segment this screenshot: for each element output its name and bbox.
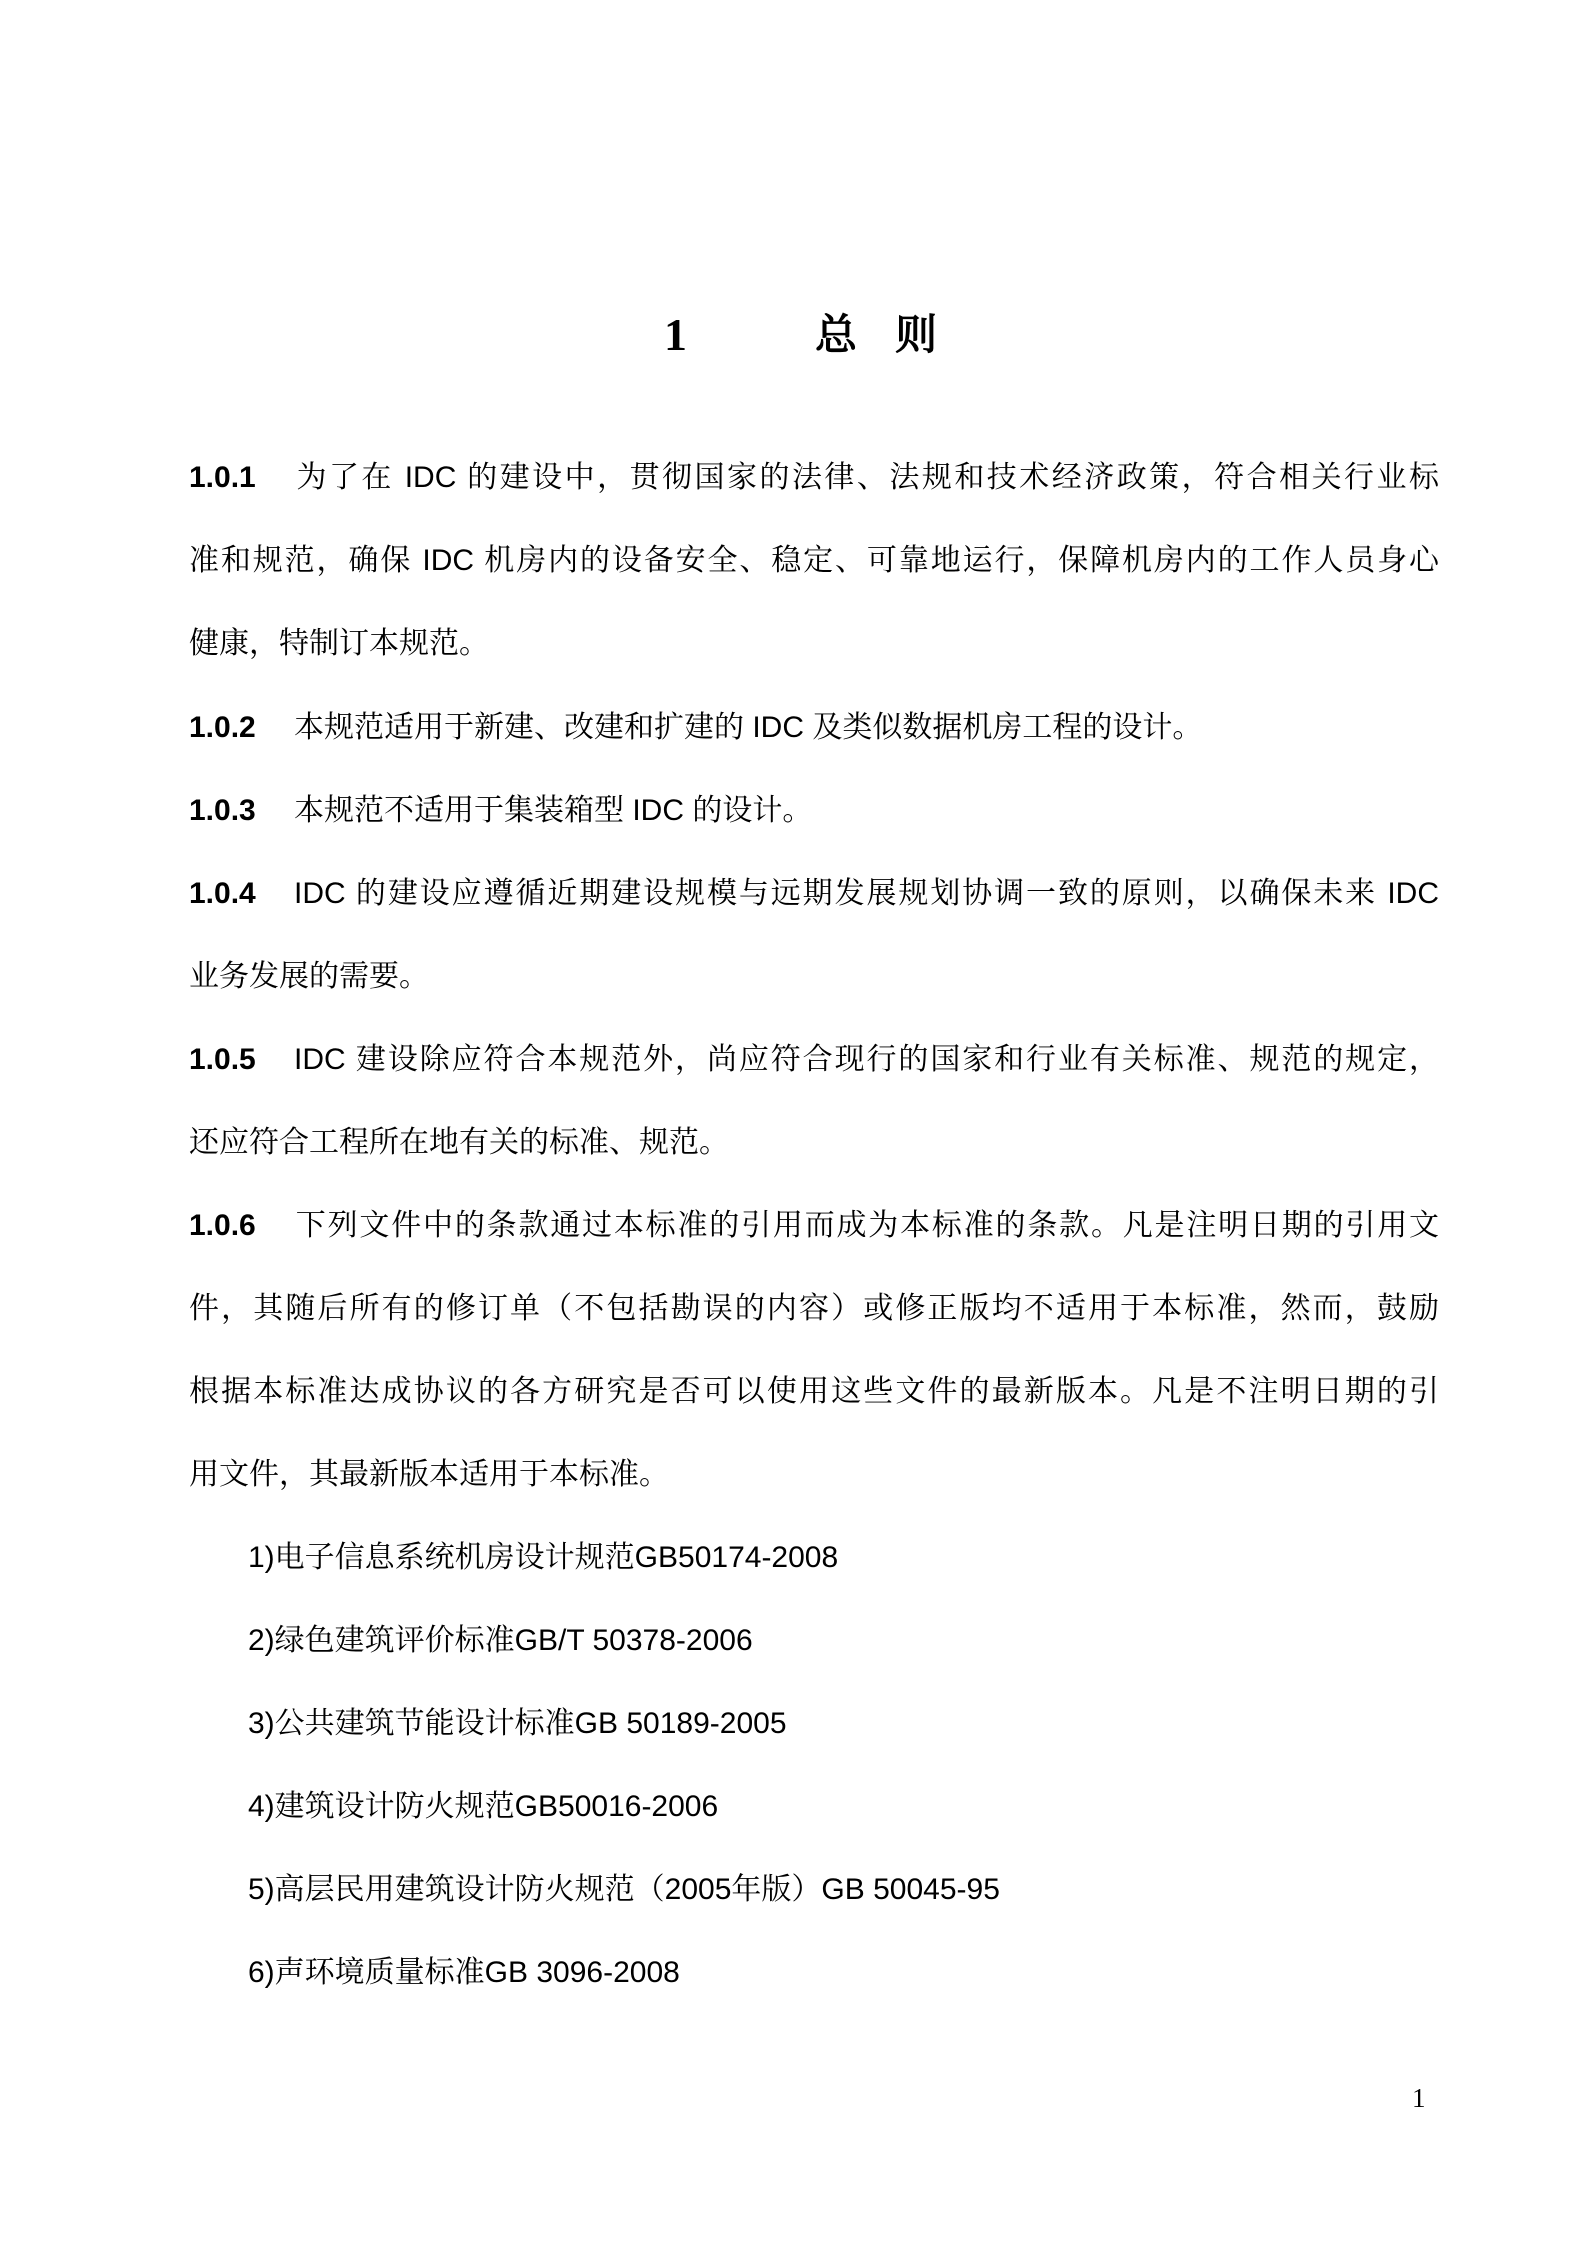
clause-text: IDC 建设除应符合本规范外，尚应符合现行的国家和行业有关标准、规范的规定， <box>294 1043 1439 1076</box>
clause-line <box>189 1018 1439 1102</box>
clause-text: 为了在 IDC 的建设中，贯彻国家的法律、法规和技术经济政策，符合相关行业标 <box>294 461 1439 494</box>
clause-text: IDC 的建设应遵循近期建设规模与远期发展规划协调一致的原则，以确保未来 IDC <box>294 877 1439 910</box>
clause-line <box>189 1101 729 1185</box>
clause-text: 根据本标准达成协议的各方研究是否可以使用这些文件的最新版本。凡是不注明日期的引 <box>189 1375 1439 1408</box>
clause-line <box>189 1433 669 1517</box>
clause-text: 下列文件中的条款通过本标准的引用而成为本标准的条款。凡是注明日期的引用文 <box>294 1209 1439 1242</box>
reference-item: 4)建筑设计防火规范GB50016-2006 <box>248 1790 719 1823</box>
reference-item: 6)声环境质量标准GB 3096-2008 <box>248 1956 680 1989</box>
reference-item: 5)高层民用建筑设计防火规范（2005年版）GB 50045-95 <box>248 1873 1000 1906</box>
chapter-title: 总则 <box>815 310 976 359</box>
page-number: 1 <box>1412 2083 1426 2113</box>
clause-text: 还应符合工程所在地有关的标准、规范。 <box>189 1126 729 1159</box>
clause-text: 业务发展的需要。 <box>189 960 429 993</box>
clause-text: 健康，特制订本规范。 <box>189 627 489 660</box>
clause-number: 1.0.5 <box>189 1043 256 1076</box>
reference-item: 3)公共建筑节能设计标准GB 50189-2005 <box>248 1707 787 1740</box>
clause-line <box>189 519 1439 603</box>
clause-number: 1.0.1 <box>189 461 256 494</box>
chapter-heading <box>0 300 1586 370</box>
clause-line <box>189 769 812 853</box>
clause-line <box>189 1184 1439 1268</box>
clause-text: 件，其随后所有的修订单（不包括勘误的内容）或修正版均不适用于本标准，然而，鼓励 <box>189 1292 1439 1325</box>
clause-line <box>189 1267 1439 1351</box>
clause-line <box>189 686 1202 770</box>
clause-text: 本规范适用于新建、改建和扩建的 IDC 及类似数据机房工程的设计。 <box>294 711 1203 744</box>
clause-line <box>189 436 1439 520</box>
clause-line <box>189 935 429 1019</box>
reference-item: 2)绿色建筑评价标准GB/T 50378-2006 <box>248 1624 753 1657</box>
clause-text: 本规范不适用于集装箱型 IDC 的设计。 <box>294 794 813 827</box>
clause-line <box>189 602 489 686</box>
clause-line <box>189 1350 1439 1434</box>
clause-line <box>189 852 1439 936</box>
clause-number: 1.0.6 <box>189 1209 256 1242</box>
reference-item: 1)电子信息系统机房设计规范GB50174-2008 <box>248 1541 839 1574</box>
clause-number: 1.0.4 <box>189 877 256 910</box>
clause-number: 1.0.2 <box>189 711 256 744</box>
clause-text: 用文件，其最新版本适用于本标准。 <box>189 1458 669 1491</box>
clause-number: 1.0.3 <box>189 794 256 827</box>
chapter-number: 1 <box>664 309 687 360</box>
clause-text: 准和规范，确保 IDC 机房内的设备安全、稳定、可靠地运行，保障机房内的工作人员身心 <box>189 544 1439 577</box>
